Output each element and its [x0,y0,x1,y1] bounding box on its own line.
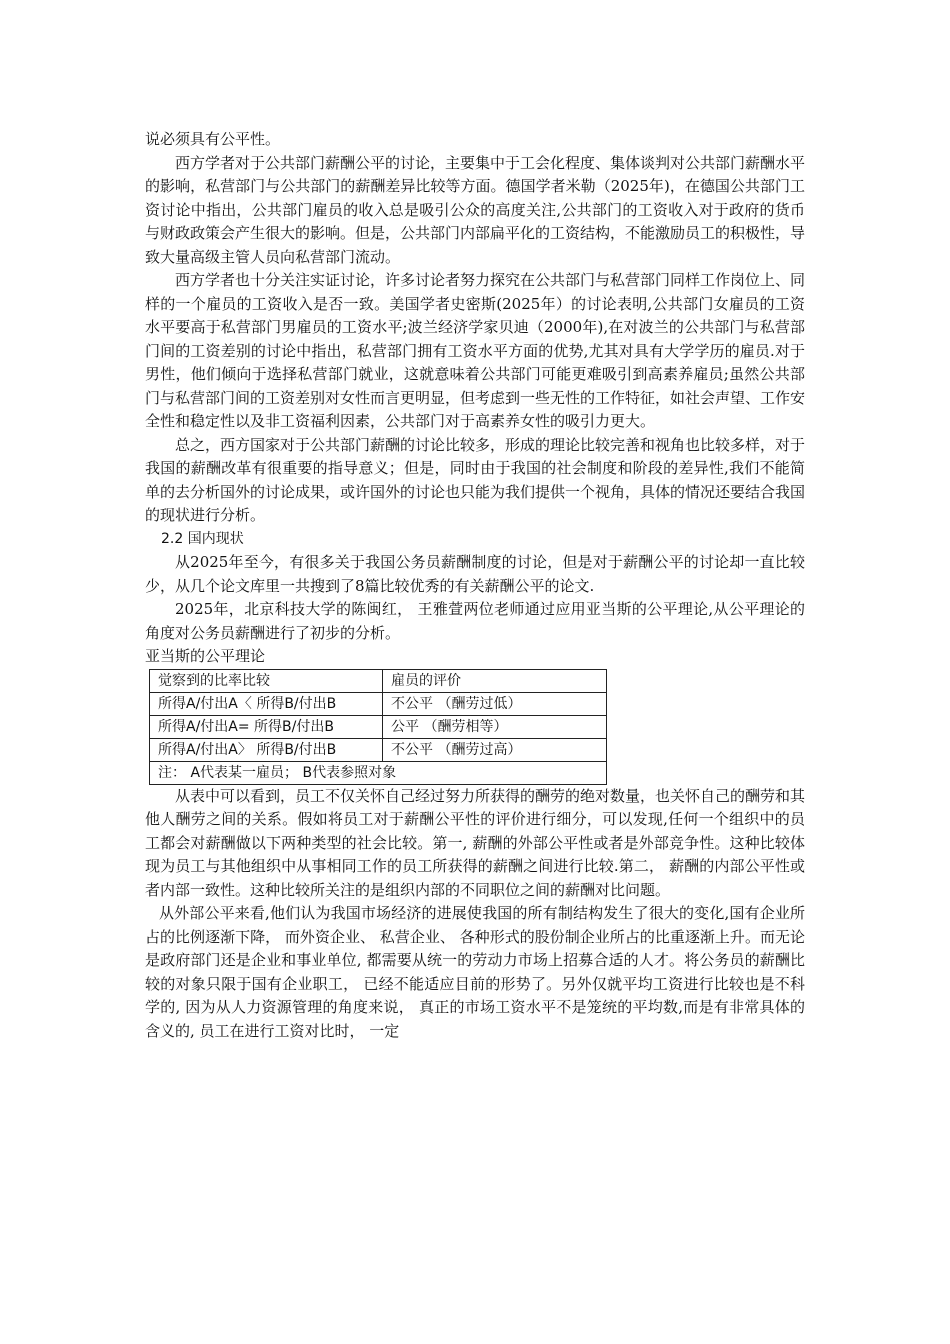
table-header-cell: 觉察到的比率比较 [150,669,383,692]
table-caption: 亚当斯的公平理论 [145,647,266,665]
paragraph-western-fairness: 西方学者对于公共部门薪酬公平的讨论，主要集中于工会化程度、集体谈判对公共部门薪酬水平的影响，私营部门与公共部门的薪酬差异比较等方面。德国学者米勒（2025年)，在德国公共部门工资讨论中指出，公共部门雇员的收入总是吸引公众的高度关注,公共部门的工资收入对于政府的货币与财政政策会产生很大的影响。但是，公共部门内部扁平化的工资结构，不能激励员工的积极性，导致大量高级主管人员向私营部门流动。 [145,153,806,266]
table-header-cell: 雇员的评价 [383,669,607,692]
table-note: 注： A代表某一雇员； B代表参照对象 [150,761,607,784]
table-cell-evaluation: 公平 （酬劳相等） [383,715,607,738]
adams-equity-table [149,669,607,785]
table-note-row [150,761,607,784]
paragraph-table-analysis: 从表中可以看到，员工不仅关怀自己经过努力所获得的酬劳的绝对数量，也关怀自己的酬劳和其他人酬劳之间的关系。假如将员工对于薪酬公平性的评价进行细分，可以发现,任何一个组织中的员工都会对薪酬做以下两种类型的社会比较。第一, 薪酬的外部公平性或者是外部竞争性。这种比较体现为员工与其他组织中从事相同工作的员工所获得的薪酬之间进行比较.第二， 薪酬的内部公平性或者内部一致性。这种比较所关注的是组织内部的不同职位之间的薪酬对比问题。 [145,786,806,899]
table-cell-evaluation: 不公平 （酬劳过低） [383,692,607,715]
paragraph-external-fairness: 从外部公平来看,他们认为我国市场经济的进展使我国的所有制结构发生了很大的变化,国有企业所占的比例逐渐下降， 而外资企业、 私营企业、 各种形式的股份制企业所占的比重逐渐上升。而无论是政府部门还是企业和事业单位, 都需要从统一的劳动力市场上招募合适的人才。将公务员的薪酬比较的对象只限于国有企业职工， 已经不能适应目前的形势了。另外仅就平均工资进行比较也是不科学的, 因为从人力资源管理的角度来说， 真正的市场工资水平不是笼统的平均数,而是有非常具体的含义的, 员工在进行工资对比时， 一定 [145,904,805,1040]
table-header-row [150,669,607,692]
paragraph-adams-analysis: 2025年，北京科技大学的陈闽红， 王雅萱两位老师通过应用亚当斯的公平理论,从公平理论的角度对公务员薪酬进行了初步的分析。 [145,600,805,642]
paragraph-continuation: 说必须具有公平性。 [145,130,281,148]
table-row [150,715,607,738]
table-cell-comparison: 所得A/付出A= 所得B/付出B [150,715,383,738]
section-heading: 2.2 国内现状 [161,530,244,547]
table-row [150,692,607,715]
upper-text-section [145,128,805,1043]
paragraph-western-empirical: 西方学者也十分关注实证讨论，许多讨论者努力探究在公共部门与私营部门同样工作岗位上、同样的一个雇员的工资收入是否一致。美国学者史密斯(2025年）的讨论表明,公共部门女雇员的工资水平要高于私营部门男雇员的工资水平;波兰经济学家贝迪（2000年),在对波兰的公共部门与私营部门间的工资差别的讨论中指出，私营部门拥有工资水平方面的优势,尤其对具有大学学历的雇员.对于男性，他们倾向于选择私营部门就业，这就意味着公共部门可能更难吸引到高素养雇员;虽然公共部门与私营部门间的工资差别对女性而言更明显，但考虑到一些无性的工作特征，如社会声望、工作安全性和稳定性以及非工资福利因素，公共部门对于高素养女性的吸引力更大。 [145,271,806,430]
table-row [150,738,607,761]
paragraph-summary: 总之，西方国家对于公共部门薪酬的讨论比较多，形成的理论比较完善和视角也比较多样，对于我国的薪酬改革有很重要的指导意义；但是，同时由于我国的社会制度和阶段的差异性,我们不能简单的去分析国外的讨论成果，或许国外的讨论也只能为我们提供一个视角，具体的情况还要结合我国的现状进行分析。 [145,435,806,524]
table-cell-comparison: 所得A/付出A〈 所得B/付出B [150,692,383,715]
table-cell-comparison: 所得A/付出A〉 所得B/付出B [150,738,383,761]
paragraph-domestic-research: 从2025年至今，有很多关于我国公务员薪酬制度的讨论，但是对于薪酬公平的讨论却一直比较少，从几个论文库里一共搜到了8篇比较优秀的有关薪酬公平的论文. [145,553,805,595]
table-cell-evaluation: 不公平 （酬劳过高） [383,738,607,761]
